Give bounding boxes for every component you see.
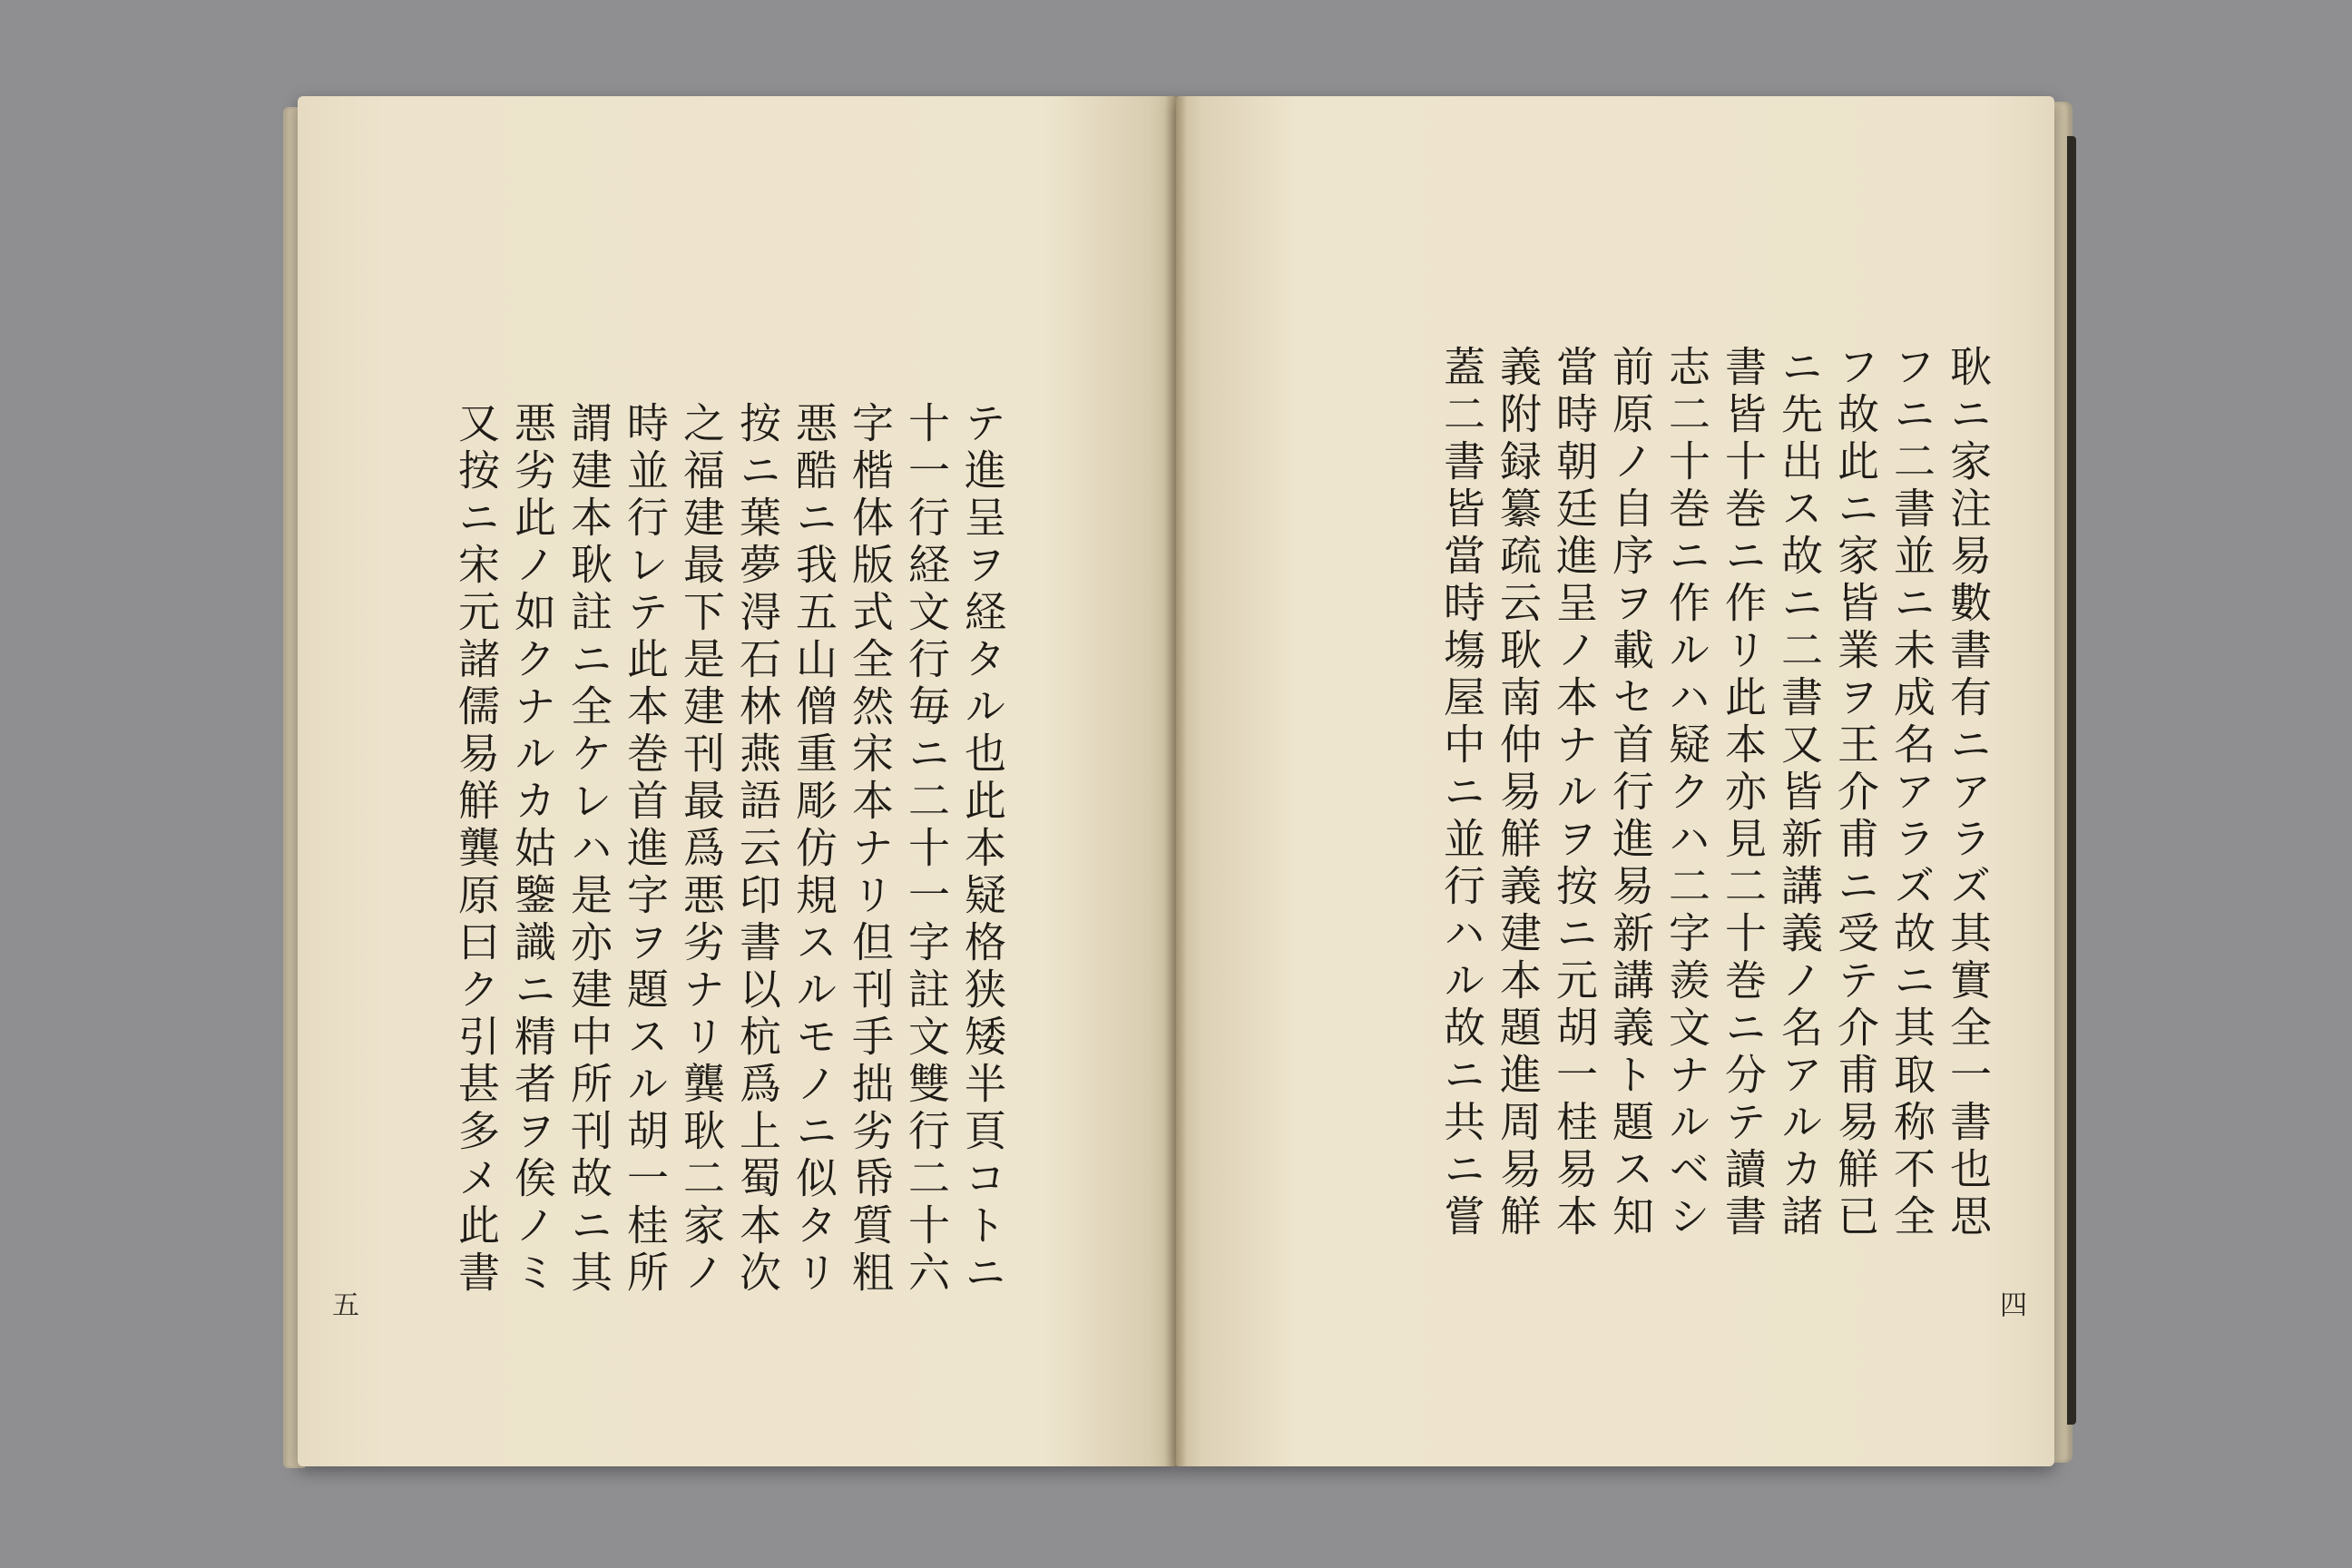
text-column: 當時朝廷進呈ノ本ナルヲ按ニ元胡一桂易本 <box>1550 345 1599 1241</box>
text-column: 之福建最下是建刊最爲悪劣ナリ龔耿二家ノ <box>677 401 726 1298</box>
text-column: 悪酷ニ我五山僧重彫仿規スルモノニ似タリ <box>789 401 838 1298</box>
text-column: フニ二書並ニ未成名アラズ故ニ其取称不全 <box>1887 345 1936 1241</box>
book-cover-edge <box>2067 136 2076 1425</box>
text-column: 時並行レテ此本巻首進字ヲ題スル胡一桂所 <box>621 401 670 1298</box>
text-column: 書皆十巻ニ作リ此本亦見二十巻ニ分テ讀書 <box>1719 345 1768 1241</box>
text-column: 十一行経文行毎ニ二十一字註文雙行二十六 <box>902 401 951 1298</box>
text-column: 義附録纂疏云耿南仲易觧義建本題進周易觧 <box>1494 345 1543 1241</box>
right-page-number: 四 <box>1994 1290 2026 1318</box>
text-column: テ進呈ヲ経タル也此本疑格狭矮半頁コトニ <box>958 401 1007 1298</box>
text-column: 又按ニ宋元諸儒易觧龔原曰ク引甚多メ此書 <box>452 401 501 1298</box>
text-column: フ故此ニ家皆業ヲ王介甫ニ受テ介甫易觧已 <box>1831 345 1880 1241</box>
book-gutter <box>1165 96 1187 1466</box>
left-page-text <box>338 401 1009 1298</box>
left-page-number: 五 <box>327 1290 358 1318</box>
text-column: ニ先出ス故ニ二書又皆新講義ノ名アルカ諸 <box>1775 345 1824 1241</box>
text-column: 按ニ葉夢淂石林燕語云印書以杭爲上蜀本次 <box>733 401 782 1298</box>
text-column: 前原ノ自序ヲ載セ首行進易新講義ト題ス知 <box>1606 345 1655 1241</box>
right-page-text <box>1269 345 1994 1241</box>
text-column: 蓋二書皆當時塲屋中ニ並行ハル故ニ共ニ嘗 <box>1437 345 1486 1241</box>
text-column: 悪劣此ノ如クナルカ姑鑒識ニ精者ヲ俟ノミ <box>508 401 557 1298</box>
text-column: 耿ニ家注易數書有ニアラズ其實全一書也思 <box>1944 345 1993 1241</box>
text-column: 謂建本耿註ニ全ケレハ是亦建中所刊故ニ其 <box>564 401 613 1298</box>
text-column: 志二十巻ニ作ルハ疑クハ二字羨文ナルベシ <box>1662 345 1711 1241</box>
text-column: 字楷体版式全然宋本ナリ但刊手拙劣帋質粗 <box>846 401 895 1298</box>
